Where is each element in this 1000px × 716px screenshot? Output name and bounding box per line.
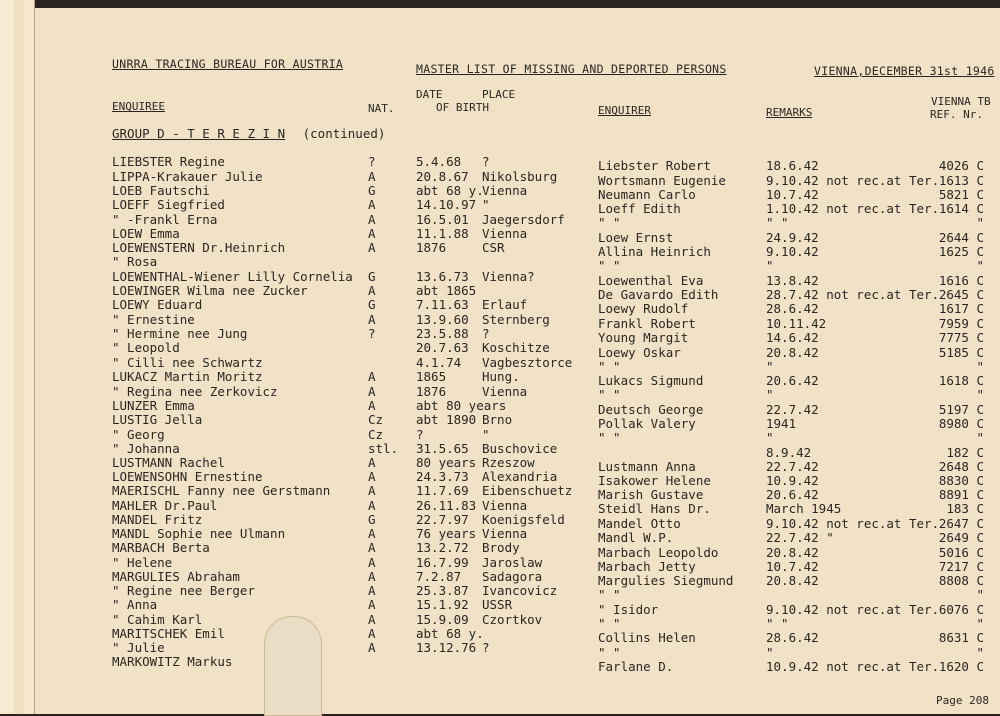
birth-place: Vienna — [482, 526, 528, 541]
enquirer-name: Lustmann Anna — [598, 459, 696, 474]
enquirer-name: Marbach Leopoldo — [598, 545, 719, 560]
birth-date: 1865 — [416, 369, 447, 384]
birth-place: Vienna — [482, 384, 528, 399]
reference-number: 183 C — [946, 501, 984, 516]
enquirer-name: Frankl Robert — [598, 316, 696, 331]
remarks: 28.7.42 not rec.at Ter. — [766, 287, 940, 302]
enquiree-name: MANDL Sophie nee Ulmann — [112, 526, 286, 541]
enquiree-name: LOEWY Eduard — [112, 297, 203, 312]
birth-date: 7.2.87 — [416, 569, 462, 584]
birth-date: ? — [416, 427, 424, 442]
nationality: G — [368, 297, 376, 312]
nationality: A — [368, 384, 376, 399]
remarks: " — [766, 258, 774, 273]
enquiree-name: " Julie — [112, 640, 165, 655]
remarks: 24.9.42 — [766, 230, 819, 245]
reference-number: 7217 C — [938, 559, 984, 574]
enquiree-name: LIEBSTER Regine — [112, 154, 225, 169]
birth-date: abt 68 y. — [416, 626, 484, 641]
birth-date: 23.5.88 — [416, 326, 469, 341]
birth-place: Vienna? — [482, 269, 535, 284]
birth-date: 13.2.72 — [416, 540, 469, 555]
remarks: 10.11.42 — [766, 316, 827, 331]
birth-place: Czortkov — [482, 612, 543, 627]
birth-place: Buschovice — [482, 441, 558, 456]
group-title: GROUP D - T E R E Z I N — [112, 126, 286, 141]
remarks: 10.7.42 — [766, 559, 819, 574]
page-number: Page 208 — [936, 694, 989, 707]
enquirer-name: Mandl W.P. — [598, 530, 674, 545]
reference-number: 2648 C — [938, 459, 984, 474]
col-date: DATE — [416, 88, 443, 101]
nationality: G — [368, 512, 376, 527]
reference-number: " — [976, 258, 984, 273]
remarks: 22.7.42 " — [766, 530, 834, 545]
enquirer-name: Pollak Valery — [598, 416, 696, 431]
enquirer-name: Mandel Otto — [598, 516, 681, 531]
enquiree-name: " Georg — [112, 427, 165, 442]
birth-place: Vienna — [482, 498, 528, 513]
nationality: A — [368, 555, 376, 570]
enquiree-name: MARKOWITZ Markus — [112, 654, 233, 669]
remarks: " — [766, 387, 774, 402]
remarks: " — [766, 645, 774, 660]
birth-place: Brno — [482, 412, 513, 427]
nationality: stl. — [368, 441, 399, 456]
reference-number: 2647 C — [938, 516, 984, 531]
nationality: A — [368, 169, 376, 184]
enquirer-name: " Isidor — [598, 602, 659, 617]
nationality: A — [368, 526, 376, 541]
nationality: A — [368, 398, 376, 413]
nationality: A — [368, 597, 376, 612]
enquirer-name: Young Margit — [598, 330, 689, 345]
enquirer-name: " " — [598, 258, 621, 273]
enquirer-name: Marish Gustave — [598, 487, 704, 502]
enquiree-name: MAERISCHL Fanny nee Gerstmann — [112, 483, 331, 498]
enquiree-name: " Hermine nee Jung — [112, 326, 248, 341]
birth-date: 13.6.73 — [416, 269, 469, 284]
remarks: 1941 — [766, 416, 797, 431]
remarks: 28.6.42 — [766, 301, 819, 316]
nationality: G — [368, 183, 376, 198]
nationality: A — [368, 369, 376, 384]
enquirer-name: Loew Ernst — [598, 230, 674, 245]
birth-place: Alexandria — [482, 469, 558, 484]
birth-date: 13.9.60 — [416, 312, 469, 327]
birth-place: ? — [482, 154, 490, 169]
reference-number: " — [976, 616, 984, 631]
enquiree-name: MARGULIES Abraham — [112, 569, 240, 584]
birth-place: Ivancovicz — [482, 583, 558, 598]
reference-number: " — [976, 645, 984, 660]
enquirer-name: " " — [598, 645, 621, 660]
nationality: A — [368, 583, 376, 598]
col-enquiree: ENQUIREE — [112, 100, 165, 113]
birth-place: Nikolsburg — [482, 169, 558, 184]
enquirer-name: Marbach Jetty — [598, 559, 696, 574]
enquirer-name: Allina Heinrich — [598, 244, 711, 259]
col-of-birth: OF BIRTH — [436, 101, 489, 114]
nationality: A — [368, 612, 376, 627]
birth-date: 31.5.65 — [416, 441, 469, 456]
birth-date: 4.1.74 — [416, 355, 462, 370]
enquirer-name: " " — [598, 387, 621, 402]
reference-number: " — [976, 215, 984, 230]
thumb-shadow — [264, 616, 322, 716]
reference-number: 5197 C — [938, 402, 984, 417]
remarks: 9.10.42 not rec.at Ter. — [766, 602, 940, 617]
reference-number: 5185 C — [938, 345, 984, 360]
birth-place: CSR — [482, 240, 505, 255]
birth-date: 13.12.76 — [416, 640, 477, 655]
reference-number: 8808 C — [938, 573, 984, 588]
birth-place: Erlauf — [482, 297, 528, 312]
enquiree-name: LUKACZ Martin Moritz — [112, 369, 263, 384]
birth-place: ? — [482, 326, 490, 341]
nationality: A — [368, 483, 376, 498]
enquirer-name: " " — [598, 359, 621, 374]
reference-number: 8830 C — [938, 473, 984, 488]
enquiree-name: MANDEL Fritz — [112, 512, 203, 527]
birth-place: Koenigsfeld — [482, 512, 565, 527]
nationality: A — [368, 226, 376, 241]
birth-date: 11.1.88 — [416, 226, 469, 241]
birth-place: USSR — [482, 597, 513, 612]
enquiree-name: " Johanna — [112, 441, 180, 456]
enquirer-name: Lukacs Sigmund — [598, 373, 704, 388]
reference-number: " — [976, 387, 984, 402]
reference-number: 5016 C — [938, 545, 984, 560]
enquirer-name: " " — [598, 430, 621, 445]
enquiree-name: LOEB Fautschi — [112, 183, 210, 198]
birth-place: Vienna — [482, 183, 528, 198]
enquiree-name: " -Frankl Erna — [112, 212, 218, 227]
birth-date: 25.3.87 — [416, 583, 469, 598]
nationality: ? — [368, 326, 376, 341]
enquiree-name: LUSTMANN Rachel — [112, 455, 225, 470]
enquiree-name: LOEWENSTERN Dr.Heinrich — [112, 240, 286, 255]
enquirer-name: Neumann Carlo — [598, 187, 696, 202]
list-date: VIENNA,DECEMBER 31st 1946 — [814, 64, 995, 78]
birth-place: Rzeszow — [482, 455, 535, 470]
nationality: A — [368, 569, 376, 584]
enquiree-name: MARITSCHEK Emil — [112, 626, 225, 641]
birth-date: 15.9.09 — [416, 612, 469, 627]
birth-place: Brody — [482, 540, 520, 555]
birth-date: 26.11.83 — [416, 498, 477, 513]
remarks: " " — [766, 616, 789, 631]
col-remarks: REMARKS — [766, 106, 813, 119]
birth-place: Sadagora — [482, 569, 543, 584]
reference-number: 1625 C — [938, 244, 984, 259]
birth-date: 1876 — [416, 240, 447, 255]
col-place: PLACE — [482, 88, 516, 101]
nationality: A — [368, 469, 376, 484]
enquiree-name: " Leopold — [112, 340, 180, 355]
birth-date: 16.7.99 — [416, 555, 469, 570]
nationality: A — [368, 498, 376, 513]
enquiree-name: LOEFF Siegfried — [112, 197, 225, 212]
nationality: A — [368, 197, 376, 212]
org-title: UNRRA TRACING BUREAU FOR AUSTRIA — [112, 57, 344, 71]
reference-number: 1620 C — [938, 659, 984, 674]
enquirer-name: De Gavardo Edith — [598, 287, 719, 302]
enquirer-name: Deutsch George — [598, 402, 704, 417]
enquiree-name: LOEWINGER Wilma nee Zucker — [112, 283, 308, 298]
list-title: MASTER LIST OF MISSING AND DEPORTED PERSONS — [416, 62, 727, 76]
remarks: 9.10.42 not rec.at Ter. — [766, 173, 940, 188]
nationality: A — [368, 540, 376, 555]
nationality: ? — [368, 154, 376, 169]
birth-date: 24.3.73 — [416, 469, 469, 484]
enquiree-name: " Regina nee Zerkovicz — [112, 384, 278, 399]
remarks: March 1945 — [766, 501, 842, 516]
nationality: A — [368, 455, 376, 470]
birth-date: 5.4.68 — [416, 154, 462, 169]
birth-date: abt 1865 — [416, 283, 477, 298]
remarks: " — [766, 359, 774, 374]
birth-place: " — [482, 427, 490, 442]
reference-number: 5821 C — [938, 187, 984, 202]
reference-number: 1618 C — [938, 373, 984, 388]
birth-date: 22.7.97 — [416, 512, 469, 527]
birth-place: Hung. — [482, 369, 520, 384]
enquirer-name: Farlane D. — [598, 659, 674, 674]
reference-number: " — [976, 359, 984, 374]
enquiree-name: LUNZER Emma — [112, 398, 195, 413]
remarks: 20.8.42 — [766, 345, 819, 360]
birth-date: abt 68 y. — [416, 183, 484, 198]
col-ref: REF. Nr. — [930, 108, 983, 121]
enquirer-name: Loeff Edith — [598, 201, 681, 216]
remarks: 8.9.42 — [766, 445, 812, 460]
reference-number: 1616 C — [938, 273, 984, 288]
nationality: A — [368, 312, 376, 327]
birth-place: Vienna — [482, 226, 528, 241]
reference-number: 2644 C — [938, 230, 984, 245]
remarks: 9.10.42 not rec.at Ter. — [766, 516, 940, 531]
birth-place: ? — [482, 640, 490, 655]
birth-date: abt 1890 — [416, 412, 477, 427]
enquiree-name: LOEWENTHAL-Wiener Lilly Cornelia — [112, 269, 353, 284]
enquirer-name: Loewenthal Eva — [598, 273, 704, 288]
birth-place: " — [482, 197, 490, 212]
reference-number: 8891 C — [938, 487, 984, 502]
birth-date: 20.8.67 — [416, 169, 469, 184]
nationality: A — [368, 212, 376, 227]
birth-date: 14.10.97 — [416, 197, 477, 212]
enquirer-name: Isakower Helene — [598, 473, 711, 488]
reference-number: 7959 C — [938, 316, 984, 331]
remarks: 22.7.42 — [766, 459, 819, 474]
col-enquirer: ENQUIRER — [598, 104, 651, 117]
remarks: 28.6.42 — [766, 630, 819, 645]
remarks: 1.10.42 not rec.at Ter. — [766, 201, 940, 216]
birth-date: 16.5.01 — [416, 212, 469, 227]
remarks: 20.6.42 — [766, 487, 819, 502]
enquiree-name: " Regine nee Berger — [112, 583, 255, 598]
birth-place: Eibenschuetz — [482, 483, 573, 498]
enquiree-name: LOEWENSOHN Ernestine — [112, 469, 263, 484]
birth-date: abt 80 years — [416, 398, 507, 413]
reference-number: 6076 C — [938, 602, 984, 617]
birth-date: 7.11.63 — [416, 297, 469, 312]
group-continued: (continued) — [302, 126, 386, 141]
nationality: A — [368, 240, 376, 255]
remarks: 14.6.42 — [766, 330, 819, 345]
enquiree-name: " Ernestine — [112, 312, 195, 327]
birth-place: Koschitze — [482, 340, 550, 355]
reference-number: 1614 C — [938, 201, 984, 216]
remarks: 13.8.42 — [766, 273, 819, 288]
birth-place: Jaegersdorf — [482, 212, 565, 227]
enquirer-name: Loewy Rudolf — [598, 301, 689, 316]
nationality: Cz — [368, 427, 384, 442]
nationality: A — [368, 626, 376, 641]
enquiree-name: LIPPA-Krakauer Julie — [112, 169, 263, 184]
birth-date: 20.7.63 — [416, 340, 469, 355]
col-vienna: VIENNA TB — [931, 95, 991, 108]
birth-date: 76 years — [416, 526, 477, 541]
enquiree-name: " Rosa — [112, 254, 158, 269]
reference-number: " — [976, 587, 984, 602]
reference-number: 2645 C — [938, 287, 984, 302]
nationality: A — [368, 640, 376, 655]
remarks: 18.6.42 — [766, 158, 819, 173]
enquiree-name: LOEW Emma — [112, 226, 180, 241]
remarks: " " — [766, 215, 789, 230]
enquirer-name: Margulies Siegmund — [598, 573, 734, 588]
group-heading — [112, 127, 385, 141]
birth-place: Jaroslaw — [482, 555, 543, 570]
birth-place: Sternberg — [482, 312, 550, 327]
birth-date: 1876 — [416, 384, 447, 399]
col-nat: NAT. — [368, 102, 395, 115]
enquiree-name: LUSTIG Jella — [112, 412, 203, 427]
enquirer-name: Liebster Robert — [598, 158, 711, 173]
reference-number: 2649 C — [938, 530, 984, 545]
reference-number: 1617 C — [938, 301, 984, 316]
remarks: 9.10.42 — [766, 244, 819, 259]
remarks: 20.8.42 — [766, 573, 819, 588]
remarks: " — [766, 430, 774, 445]
reference-number: 4026 C — [938, 158, 984, 173]
nationality: G — [368, 269, 376, 284]
remarks: 10.7.42 — [766, 187, 819, 202]
remarks: 20.6.42 — [766, 373, 819, 388]
nationality: A — [368, 283, 376, 298]
enquirer-name: Loewy Oskar — [598, 345, 681, 360]
reference-number: 8980 C — [938, 416, 984, 431]
enquirer-name: " " — [598, 587, 621, 602]
remarks: 10.9.42 not rec.at Ter. — [766, 659, 940, 674]
birth-date: 80 years — [416, 455, 477, 470]
nationality: Cz — [368, 412, 384, 427]
reference-number: 1613 C — [938, 173, 984, 188]
reference-number: 182 C — [946, 445, 984, 460]
birth-place: Vagbesztorce — [482, 355, 573, 370]
enquirer-name: Steidl Hans Dr. — [598, 501, 711, 516]
enquiree-name: MAHLER Dr.Paul — [112, 498, 218, 513]
enquiree-name: " Anna — [112, 597, 158, 612]
remarks: 20.8.42 — [766, 545, 819, 560]
remarks: 22.7.42 — [766, 402, 819, 417]
birth-date: 15.1.92 — [416, 597, 469, 612]
birth-date: 11.7.69 — [416, 483, 469, 498]
enquiree-name: " Cahim Karl — [112, 612, 203, 627]
reference-number: 8631 C — [938, 630, 984, 645]
enquirer-name: " " — [598, 215, 621, 230]
reference-number: " — [976, 430, 984, 445]
enquirer-name: Wortsmann Eugenie — [598, 173, 726, 188]
remarks: 10.9.42 — [766, 473, 819, 488]
enquirer-name: " " — [598, 616, 621, 631]
enquiree-name: " Cilli nee Schwartz — [112, 355, 263, 370]
reference-number: 7775 C — [938, 330, 984, 345]
enquiree-name: " Helene — [112, 555, 173, 570]
enquiree-name: MARBACH Berta — [112, 540, 210, 555]
enquirer-name: Collins Helen — [598, 630, 696, 645]
